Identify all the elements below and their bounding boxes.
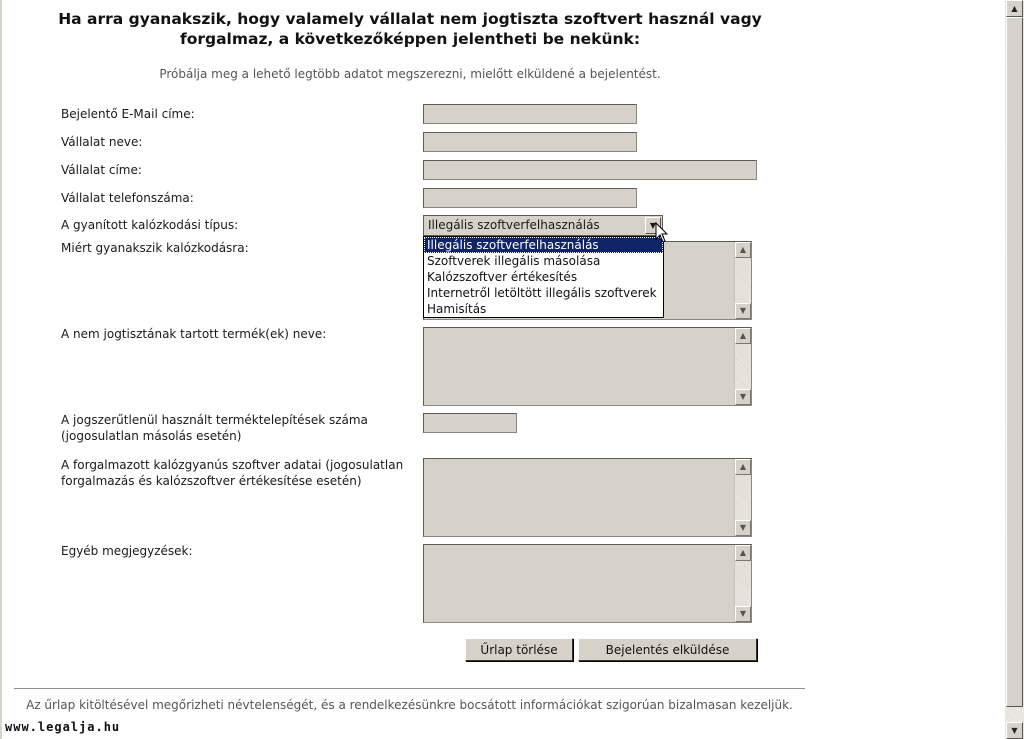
dropdown-option[interactable]: Kalózszoftver értékesítés — [427, 270, 578, 284]
chevron-down-icon[interactable]: ▼ — [645, 217, 661, 234]
distributed-label-line2: forgalmazás és kalózszoftver értékesítése esetén) — [61, 474, 362, 488]
textarea-scrollbar[interactable] — [734, 459, 751, 536]
installs-label — [61, 412, 368, 444]
scroll-up-icon[interactable]: ▲ — [735, 242, 751, 258]
page-title: Ha arra gyanakszik, hogy valamely vállalat nem jogtiszta szoftvert használ vagy forgalmaz, a következőképpen jelentheti be nekünk: — [58, 10, 762, 48]
scroll-down-icon[interactable]: ▼ — [735, 303, 751, 319]
notes-label: Egyéb megjegyzések: — [61, 544, 193, 558]
company-name-label: Vállalat neve: — [61, 135, 143, 149]
distributed-textarea[interactable] — [423, 458, 752, 537]
piracy-type-select[interactable] — [423, 215, 663, 236]
products-label: A nem jogtisztának tartott termék(ek) neve: — [61, 327, 327, 341]
company-phone-label: Vállalat telefonszáma: — [61, 191, 194, 205]
distributed-label — [61, 457, 403, 489]
textarea-scrollbar[interactable] — [734, 242, 751, 319]
installs-count-field[interactable] — [423, 413, 517, 433]
page-scrollbar[interactable] — [1005, 0, 1024, 739]
company-address-field[interactable] — [423, 160, 757, 180]
footer-text: Az űrlap kitöltésével megőrizheti névtelenségét, és a rendelkezésünkre bocsátott információkat szigorúan bizalmasan kezeljük. — [26, 698, 793, 712]
company-phone-field[interactable] — [423, 188, 637, 208]
distributed-label-line1: A forgalmazott kalózgyanús szoftver adatai (jogosulatlan — [61, 458, 404, 472]
scroll-up-icon[interactable]: ▲ — [735, 328, 751, 344]
email-label: Bejelentő E-Mail címe: — [61, 107, 195, 121]
submit-button[interactable]: Bejelentés elküldése — [578, 638, 757, 661]
reason-label: Miért gyanakszik kalózkodásra: — [61, 241, 249, 255]
intro-text: Próbálja meg a lehető legtöbb adatot megszerezni, mielőtt elküldené a bejelentést. — [159, 67, 661, 81]
window-edge — [0, 0, 2, 739]
scroll-up-icon[interactable]: ▲ — [735, 545, 751, 561]
company-name-field[interactable] — [423, 132, 637, 152]
scroll-down-icon[interactable]: ▼ — [735, 606, 751, 622]
textarea-scrollbar[interactable] — [734, 328, 751, 405]
installs-label-line1: A jogszerűtlenül használt terméktelepítések száma — [61, 413, 368, 427]
email-field[interactable] — [423, 104, 637, 124]
textarea-scrollbar[interactable] — [734, 545, 751, 622]
scroll-up-icon[interactable]: ▲ — [735, 459, 751, 475]
dropdown-option[interactable]: Illegális szoftverfelhasználás — [424, 237, 663, 253]
products-textarea[interactable] — [423, 327, 752, 406]
watermark: www.legalja.hu — [5, 720, 121, 734]
dropdown-option[interactable]: Internetről letöltött illegális szoftverek — [427, 286, 657, 300]
company-address-label: Vállalat címe: — [61, 163, 142, 177]
dropdown-option[interactable]: Hamisítás — [427, 302, 487, 316]
scroll-up-icon[interactable]: ▲ — [1006, 0, 1023, 17]
notes-textarea[interactable] — [423, 544, 752, 623]
piracy-type-dropdown — [423, 236, 664, 318]
divider — [14, 688, 805, 689]
installs-label-line2: (jogosulatlan másolás esetén) — [61, 429, 242, 443]
scrollbar-thumb[interactable] — [1006, 17, 1023, 707]
piracy-type-selected-value: Illegális szoftverfelhasználás — [428, 218, 600, 232]
dropdown-option[interactable]: Szoftverek illegális másolása — [427, 254, 601, 268]
reset-button[interactable]: Űrlap törlése — [465, 638, 573, 661]
mouse-cursor-icon — [655, 222, 669, 244]
scroll-down-icon[interactable]: ▼ — [1006, 722, 1023, 739]
scroll-down-icon[interactable]: ▼ — [735, 389, 751, 405]
scroll-down-icon[interactable]: ▼ — [735, 520, 751, 536]
piracy-type-label: A gyanított kalózkodási típus: — [61, 218, 239, 232]
